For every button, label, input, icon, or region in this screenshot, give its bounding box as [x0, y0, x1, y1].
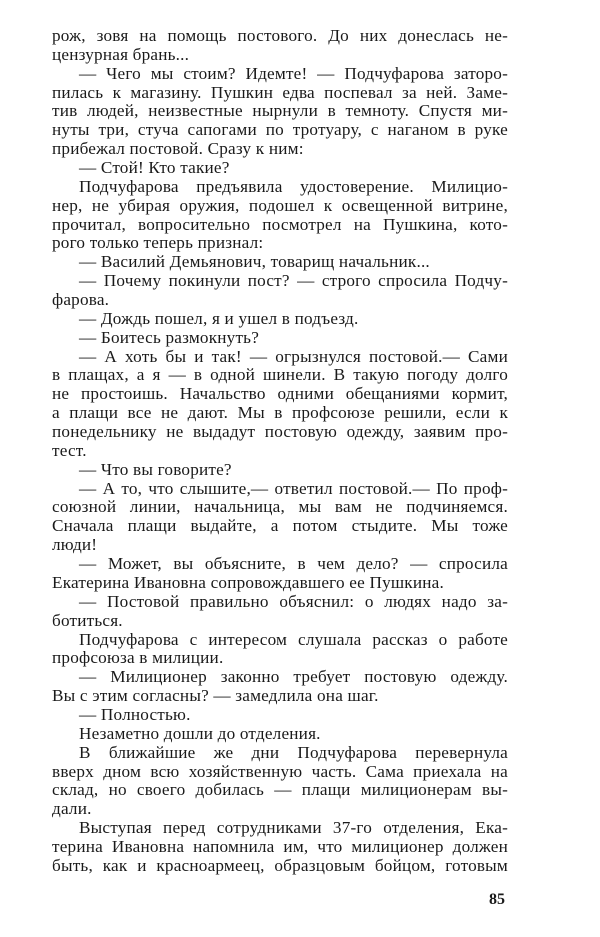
text-line: терина Ивановна напомнила им, что милиционер должен — [52, 836, 508, 856]
text-line: Подчуфарова предъявила удостоверение. Милицио- — [79, 176, 508, 196]
paragraph — [52, 819, 508, 876]
text-line: прибежал постовой. Сразу к ним: — [52, 139, 304, 159]
text-line: — Чего мы стоим? Идемте! — Подчуфарова заторо- — [79, 63, 508, 83]
page-body — [52, 27, 508, 876]
text-line: — Стой! Кто такие? — [79, 158, 230, 178]
text-line: нер, не убирая оружия, подошел к освещенной витрине, — [52, 195, 508, 215]
text-line: союзной линии, начальница, мы вам не подчиняемся. — [52, 497, 508, 517]
text-line: тест. — [52, 440, 87, 460]
paragraph — [52, 329, 508, 348]
text-line: рож, зовя на помощь постового. До них донеслась не- — [52, 26, 508, 45]
text-line: — Дождь пошел, я и ушел в подъезд. — [79, 308, 359, 328]
paragraph — [52, 668, 508, 706]
text-line: фарова. — [52, 290, 110, 310]
paragraph — [52, 253, 508, 272]
text-line: прочитал, вопросительно посмотрел на Пушкина, кото- — [52, 214, 508, 234]
paragraph — [52, 27, 508, 65]
text-line: — А хоть бы и так! — огрызнулся постовой.— Сами — [79, 346, 508, 366]
paragraph — [52, 461, 508, 480]
paragraph — [52, 272, 508, 310]
paragraph — [52, 159, 508, 178]
paragraph — [52, 725, 508, 744]
text-line: пилась к магазину. Пушкин едва поспевал за ней. Заме- — [52, 82, 508, 102]
text-line: Подчуфарова с интересом слушала рассказ о работе — [79, 629, 508, 649]
text-line: — Милиционер законно требует постовую одежду. — [79, 667, 508, 687]
text-line: — Постовой правильно объяснил: о людях надо за- — [79, 591, 508, 611]
text-line: В ближайшие же дни Подчуфарова перевернула — [79, 742, 508, 762]
text-line: — А то, что слышите,— ответил постовой.— По проф- — [79, 478, 508, 498]
text-line: — Может, вы объясните, в чем дело? — спросила — [79, 554, 508, 574]
text-line: Вы с этим согласны? — замедлила она шаг. — [52, 686, 379, 706]
text-line: люди! — [52, 535, 98, 555]
text-line: не простоишь. Начальство одними обещаниями кормит, — [52, 384, 508, 404]
text-line: быть, как и красноармеец, образцовым бойцом, готовым — [52, 855, 508, 875]
text-line: понедельнику не выдадут постовую одежду, заявим про- — [52, 422, 508, 442]
paragraph — [52, 744, 508, 819]
text-line: — Что вы говорите? — [79, 459, 232, 479]
paragraph — [52, 593, 508, 631]
text-line: нуты три, стуча сапогами по тротуару, с наганом в руке — [52, 120, 508, 140]
text-line: склад, но своего добилась — плащи милиционерам вы- — [52, 780, 508, 800]
paragraph — [52, 348, 508, 461]
text-line: в плащах, а я — в одной шинели. В такую погоду долго — [52, 365, 508, 385]
text-line: цензурная брань... — [52, 44, 190, 64]
text-line: — Василий Демьянович, товарищ начальник... — [79, 252, 430, 272]
paragraph — [52, 310, 508, 329]
page-number: 85 — [489, 891, 505, 908]
paragraph — [52, 480, 508, 555]
text-line: — Боитесь размокнуть? — [79, 327, 260, 347]
text-line: вверх дном всю хозяйственную часть. Сама приехала на — [52, 761, 508, 781]
text-line: тив людей, неизвестные нырнули в темноту. Спустя ми- — [52, 101, 508, 121]
text-line: — Полностью. — [79, 704, 191, 724]
text-line: — Почему покинули пост? — строго спросила Подчу- — [79, 271, 508, 291]
text-line: Выступая перед сотрудниками 37-го отделения, Ека- — [79, 818, 508, 838]
text-line: профсоюза в милиции. — [52, 648, 224, 668]
paragraph — [52, 631, 508, 669]
text-line: дали. — [52, 799, 92, 819]
text-line: а плащи все не дают. Мы в профсоюзе решили, если к — [52, 403, 508, 423]
text-line: ботиться. — [52, 610, 123, 630]
text-line: Сначала плащи выдайте, а потом стыдите. Мы тоже — [52, 516, 508, 536]
paragraph — [52, 178, 508, 253]
text-line: Незаметно дошли до отделения. — [79, 723, 321, 743]
paragraph — [52, 65, 508, 159]
text-line: рого только теперь признал: — [52, 233, 264, 253]
paragraph — [52, 706, 508, 725]
paragraph — [52, 555, 508, 593]
text-line: Екатерина Ивановна сопровождавшего ее Пушкина. — [52, 572, 444, 592]
